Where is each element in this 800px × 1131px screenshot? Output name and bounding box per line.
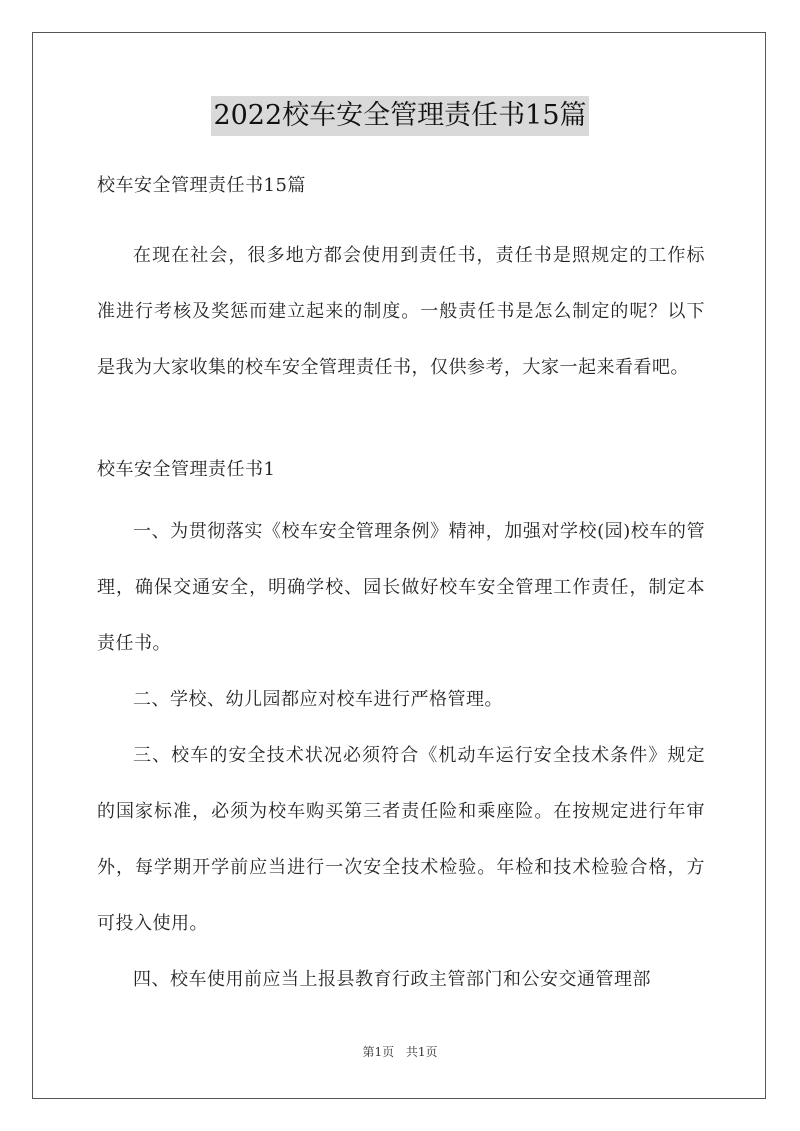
title-container (0, 96, 800, 136)
paragraph-1: 一、为贯彻落实《校车安全管理条例》精神，加强对学校(园)校车的管理，确保交通安全，明确学校、园长做好校车安全管理工作责任，制定本责任书。 (97, 521, 705, 654)
document-title: 2022校车安全管理责任书15篇 (211, 96, 588, 136)
paragraph-4: 四、校车使用前应当上报县教育行政主管部门和公安交通管理部 (133, 969, 651, 990)
section-heading: 校车安全管理责任书1 (97, 459, 276, 480)
page-total: 共1页 (405, 1045, 438, 1059)
page-footer (0, 1043, 800, 1060)
paragraph-2: 二、学校、幼儿园都应对校车进行严格管理。 (133, 689, 503, 710)
document-body (97, 168, 705, 1008)
paragraph-3: 三、校车的安全技术状况必须符合《机动车运行安全技术条件》规定的国家标准，必须为校车购买第三者责任险和乘座险。在按规定进行年审外，每学期开学前应当进行一次安全技术检验。年检和技术检验合格，方可投入使用。 (97, 745, 705, 934)
intro-paragraph: 在现在社会，很多地方都会使用到责任书，责任书是照规定的工作标准进行考核及奖惩而建立起来的制度。一般责任书是怎么制定的呢？以下是我为大家收集的校车安全管理责任书，仅供参考，大家一起来看看吧。 (97, 245, 705, 378)
document-subtitle: 校车安全管理责任书15篇 (97, 175, 306, 196)
section-spacer (97, 396, 705, 452)
page-number: 第1页 (362, 1045, 395, 1059)
